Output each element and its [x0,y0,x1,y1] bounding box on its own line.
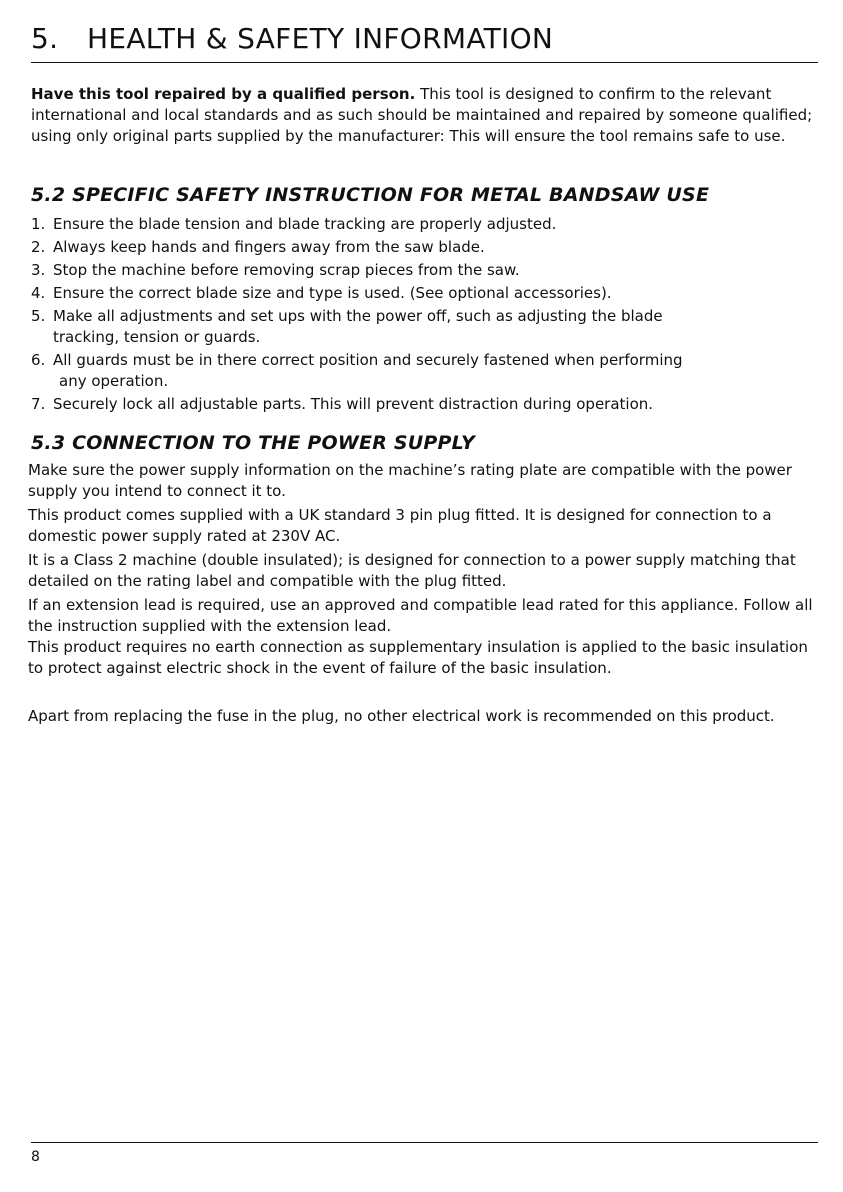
section-number: 5. [31,22,59,55]
list-item [31,394,821,415]
list-item-number: 5. [31,307,46,325]
list-item [31,306,821,348]
power-paragraph: It is a Class 2 machine (double insulated); is designed for connection to a power supply matching that detailed on the rating label and compatible with the plug fitted. [28,551,796,590]
list-item-text: Ensure the blade tension and blade tracking are properly adjusted. [53,215,557,233]
section-heading-5-3: 5.3 CONNECTION TO THE POWER SUPPLY [31,432,475,454]
list-item [31,237,821,258]
page-number: 8 [31,1149,40,1165]
list-item-text-continued: tracking, tension or guards. [53,328,261,346]
power-paragraph: This product comes supplied with a UK standard 3 pin plug fitted. It is designed for connection to a domestic power supply rated at 230V AC. [28,506,772,545]
power-paragraph: If an extension lead is required, use an approved and compatible lead rated for this appliance. Follow all the instruction supplied with the extension lead. [28,596,813,635]
section-title: HEALTH & SAFETY INFORMATION [87,22,554,55]
list-item-number: 4. [31,284,46,302]
intro-paragraph [31,84,821,147]
list-item-number: 7. [31,395,46,413]
intro-bold-lead: Have this tool repaired by a qualified person. [31,85,416,103]
list-item [31,283,821,304]
list-item-number: 3. [31,261,46,279]
list-item [31,350,821,392]
power-paragraph: Make sure the power supply information on the machine’s rating plate are compatible with the power supply you intend to connect it to. [28,461,792,500]
list-item-number: 6. [31,351,46,369]
power-supply-section [28,460,823,730]
title-divider [31,62,818,63]
list-item-text-continued: any operation. [59,372,169,390]
list-item-text: Stop the machine before removing scrap pieces from the saw. [53,261,520,279]
safety-instruction-list [31,214,821,417]
section-heading-5-2: 5.2 SPECIFIC SAFETY INSTRUCTION FOR METAL BANDSAW USE [31,184,710,206]
power-paragraph: This product requires no earth connection as supplementary insulation is applied to the basic insulation to protect against electric shock in the event of failure of the basic insulation. [28,638,808,677]
footer-divider [31,1142,818,1143]
list-item-text: Securely lock all adjustable parts. This will prevent distraction during operation. [53,395,654,413]
list-item-text: Always keep hands and fingers away from the saw blade. [53,238,485,256]
intro-text: This tool is designed to confirm to the relevant international and local standards and as such should be maintained and repaired by someone qualified; using only original parts supplied by the manufacturer: This will ensure the tool remains safe to use. [31,85,813,145]
list-item [31,214,821,235]
list-item-number: 2. [31,238,46,256]
list-item-text: All guards must be in there correct position and securely fastened when performing [53,351,683,369]
list-item [31,260,821,281]
page-title [31,22,818,55]
power-paragraph: Apart from replacing the fuse in the plug, no other electrical work is recommended on this product. [28,707,775,725]
list-item-text: Make all adjustments and set ups with the power off, such as adjusting the blade [53,307,663,325]
list-item-text: Ensure the correct blade size and type is used. (See optional accessories). [53,284,612,302]
list-item-number: 1. [31,215,46,233]
